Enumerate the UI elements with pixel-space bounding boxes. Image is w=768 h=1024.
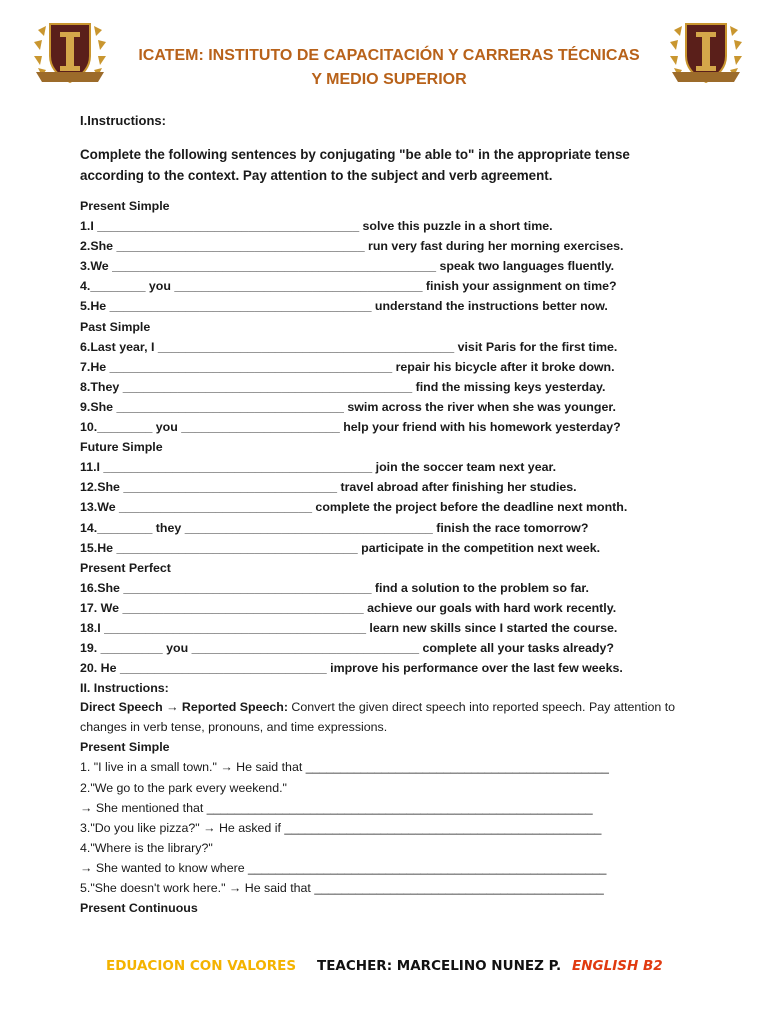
exercise-item: 12.She _______________________________ travel abroad after finishing her studies.	[80, 480, 577, 495]
part2-title: II. Instructions:	[80, 681, 169, 696]
worksheet-content	[80, 111, 680, 918]
section-heading: Present Simple	[80, 199, 170, 213]
exercise-item: 16.She ____________________________________ find a solution to the problem so far.	[80, 580, 590, 595]
exercise-item: 3."Do you like pizza?" → He asked if ______________________________________________	[80, 820, 602, 835]
footer-motto: EDUACION CON VALORES	[106, 958, 297, 974]
exercise-item: 11.I _______________________________________ join the soccer team next year.	[80, 460, 557, 475]
section-heading: Present Continuous	[80, 901, 198, 916]
exercise-item: 19. _________ you _________________________________ complete all your tasks already?	[80, 641, 614, 656]
exercise-item: 7.He _________________________________________ repair his bicycle after it broke down.	[80, 359, 615, 374]
exercise-item: 18.I ______________________________________ learn new skills since I started the course.	[80, 620, 618, 635]
exercise-item: 4."Where is the library?"	[80, 840, 213, 855]
exercise-item: 3.We _______________________________________________ speak two languages fluently.	[80, 259, 615, 274]
title-line-1: ICATEM: INSTITUTO DE CAPACITACIÓN Y CARRERAS TÉCNICAS	[138, 47, 640, 64]
page-footer	[0, 958, 768, 980]
exercise-item: 15.He ___________________________________ participate in the competition next week.	[80, 540, 601, 555]
part1-intro: Complete the following sentences by conjugating "be able to" in the appropriate tense according to the context. Pay attention to the subject and verb agreement.	[80, 147, 630, 183]
exercise-item: → She wanted to know where ____________________________________________________	[80, 860, 607, 875]
exercise-item: 1.I ______________________________________ solve this puzzle in a short time.	[80, 219, 553, 234]
exercise-item: 5."She doesn't work here." → He said that __________________________________________	[80, 881, 604, 895]
footer-teacher: TEACHER: MARCELINO NUNEZ P.	[317, 958, 562, 974]
icatem-logo-left	[28, 10, 112, 92]
exercise-item: 1. "I live in a small town." → He said that ____________________________________________	[80, 760, 609, 775]
exercise-item: → She mentioned that ________________________________________________________	[80, 800, 593, 815]
exercise-item: 4.________ you ____________________________________ finish your assignment on time?	[80, 279, 617, 294]
exercise-item: 8.They __________________________________________ find the missing keys yesterday.	[80, 379, 606, 394]
title-line-2: Y MEDIO SUPERIOR	[311, 71, 467, 88]
exercise-item: 13.We ____________________________ complete the project before the deadline next month.	[80, 500, 628, 515]
section-heading: Future Simple	[80, 440, 163, 455]
exercise-item: 6.Last year, I ___________________________________________ visit Paris for the first time.	[80, 339, 618, 354]
exercise-item: 20. He ______________________________ improve his performance over the last few weeks.	[80, 661, 623, 676]
exercise-item: 2.She ____________________________________ run very fast during her morning exercises.	[80, 239, 624, 254]
part1-title: I.Instructions:	[80, 113, 166, 128]
part2-lead-bold: Direct Speech → Reported Speech:	[80, 700, 288, 715]
exercise-item: 17. We ___________________________________ achieve our goals with hard work recently.	[80, 600, 617, 615]
part2-exercises	[80, 737, 680, 918]
exercise-item: 14.________ they ____________________________________ finish the race tomorrow?	[80, 520, 589, 535]
page-title	[110, 44, 668, 92]
footer-course: ENGLISH B2	[572, 958, 663, 974]
icatem-logo-right	[664, 10, 748, 92]
part2-lead	[80, 698, 680, 737]
section-heading: Present Simple	[80, 740, 170, 755]
exercise-item: 2."We go to the park every weekend."	[80, 780, 287, 795]
section-heading: Past Simple	[80, 319, 151, 334]
section-heading: Present Perfect	[80, 560, 171, 575]
part2-lead-text: Convert the given direct speech into reported speech. Pay attention to changes in verb tense, pronouns, and time expressions.	[80, 700, 676, 734]
part1-exercises	[80, 196, 680, 678]
exercise-item: 5.He ______________________________________ understand the instructions better now.	[80, 299, 608, 314]
exercise-item: 9.She _________________________________ swim across the river when she was younger.	[80, 399, 616, 414]
exercise-item: 10.________ you _______________________ help your friend with his homework yesterday?	[80, 420, 621, 435]
